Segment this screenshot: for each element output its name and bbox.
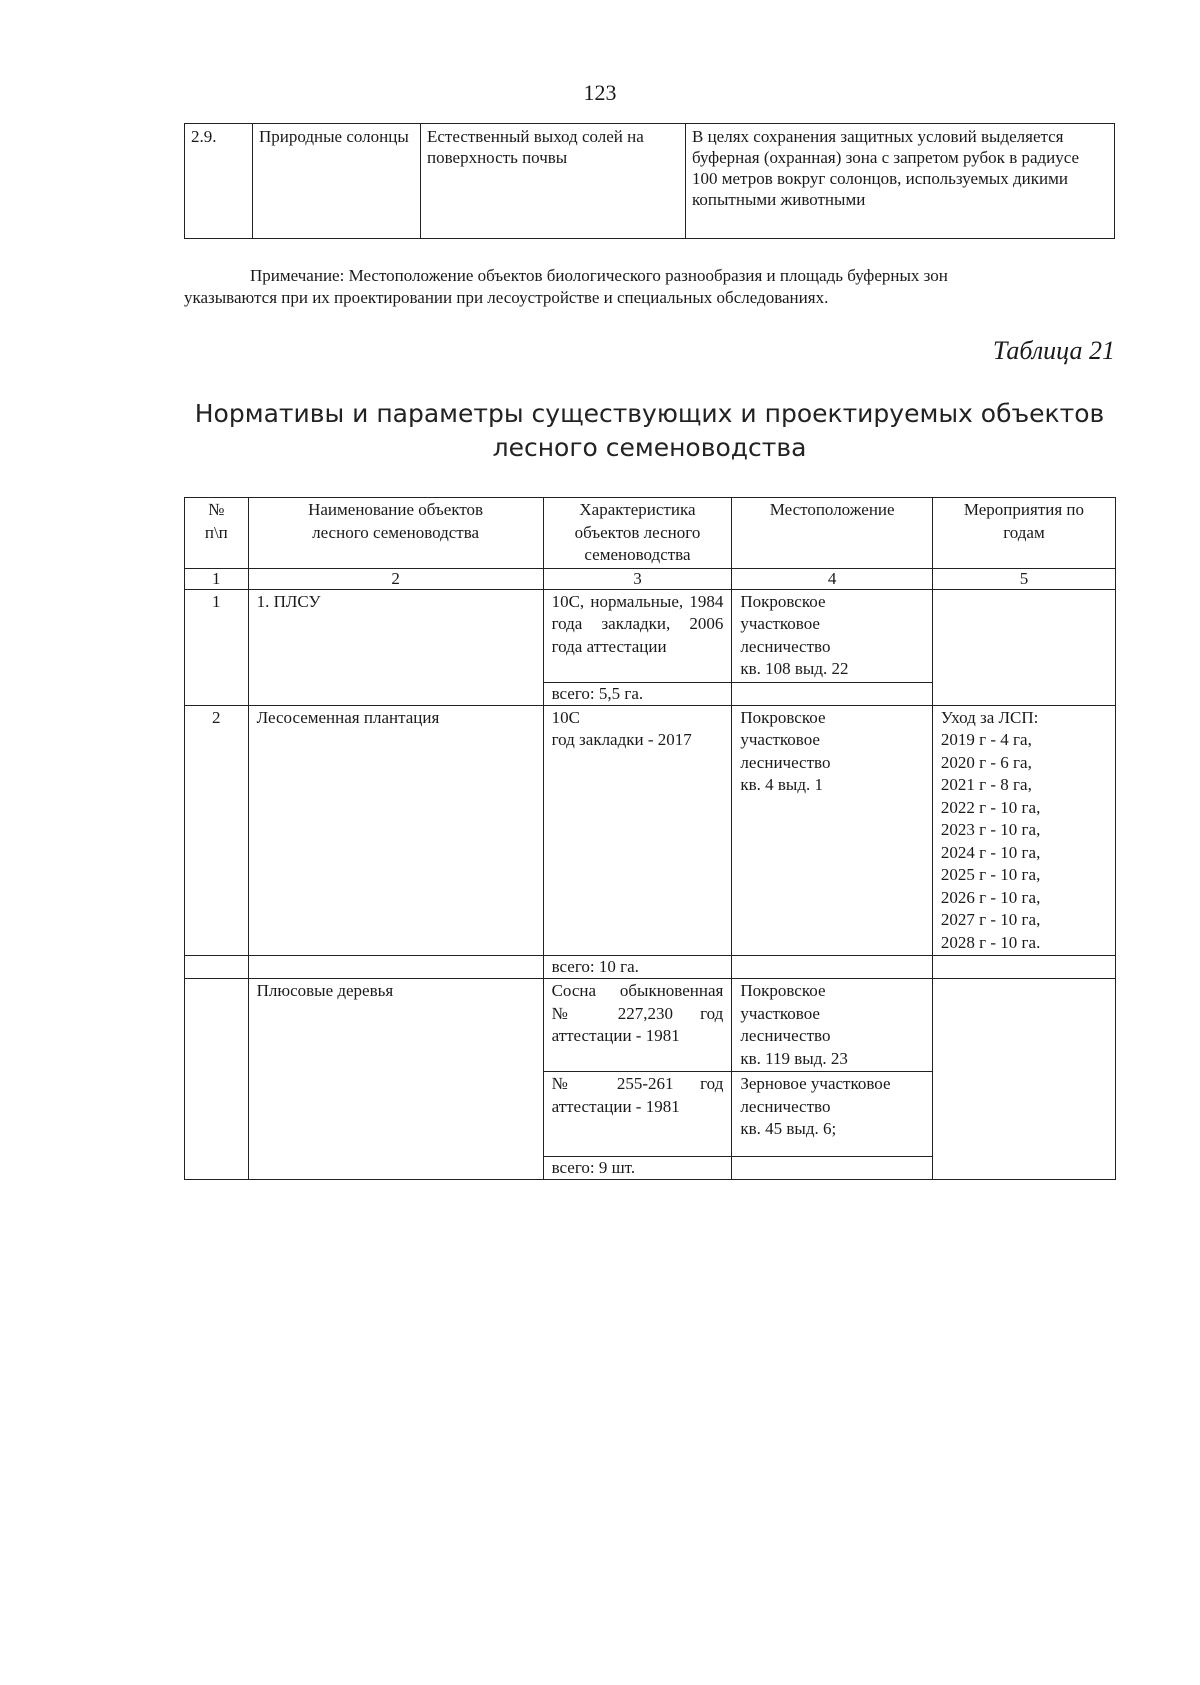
table-title-line-2: лесного семеноводства [492,433,807,462]
page-number: 123 [583,80,617,105]
object-location: Покровское участковое лесничество кв. 119 выд. 23 [732,979,933,1072]
biodiversity-table-continuation [184,123,1115,239]
table-header-row [185,498,1116,569]
object-name: Плюсовые деревья [248,979,543,1180]
object-measures: Уход за ЛСП: 2019 г - 4 га, 2020 г - 6 га, 2021 г - 8 га, 2022 г - 10 га, 2023 г - 10 га, 2024 г - 10 га, 2025 г - 10 га, 2026 г - 10 га, 2027 г - 10 га, 2028 г - 10 га. [932,705,1115,956]
table-title-line-1: Нормативы и параметры существующих и проектируемых объектов [194,399,1105,428]
object-measures [932,979,1115,1180]
total-value: всего: 10 га. [543,956,732,979]
object-name: 1. ПЛСУ [248,589,543,705]
row-number: 1 [185,589,249,705]
object-characteristic: Сосна обыкновенная № 227,230 год аттестации - 1981 [543,979,732,1072]
object-characteristic: 10С год закладки - 2017 [543,705,732,956]
table-caption: Таблица 21 [992,336,1115,365]
table-row [185,124,1115,239]
table-row [185,979,1116,1072]
empty-cell [185,956,249,979]
object-characteristic: 10С, нормальные, 1984 года закладки, 2006 года аттестации [543,589,732,682]
table-row [185,705,1116,956]
row-number: 2.9. [185,124,253,239]
column-number: 4 [732,568,933,589]
empty-cell [732,1157,933,1180]
header-name: Наименование объектов лесного семеноводства [248,498,543,569]
object-description: Естественный выход солей на поверхность почвы [421,124,686,239]
empty-cell [732,956,933,979]
header-measures: Мероприятия по годам [932,498,1115,569]
object-characteristic: № 255-261 год аттестации - 1981 [543,1072,732,1157]
note-paragraph [184,265,1115,309]
row-number: 2 [185,705,249,956]
object-location: Зерновое участковое лесничество кв. 45 выд. 6; [732,1072,933,1157]
table-row [185,589,1116,682]
empty-cell [248,956,543,979]
total-value: всего: 9 шт. [543,1157,732,1180]
note-line-1: Примечание: Местоположение объектов биологического разнообразия и площадь буферных зон [250,266,948,285]
object-name: Природные солонцы [253,124,421,239]
header-location: Местоположение [732,498,933,569]
note-line-2: указываются при их проектировании при лесоустройстве и специальных обследованиях. [184,288,829,307]
object-name: Лесосеменная плантация [248,705,543,956]
seed-objects-table [184,497,1116,1180]
empty-cell [732,682,933,705]
empty-cell [932,956,1115,979]
object-measures: В целях сохранения защитных условий выделяется буферная (охранная) зона с запретом рубок в радиусе 100 метров вокруг солонцов, используемых дикими копытными животными [686,124,1115,239]
column-number-row [185,568,1116,589]
header-num: № п\п [185,498,249,569]
column-number: 2 [248,568,543,589]
object-measures [932,589,1115,705]
total-value: всего: 5,5 га. [543,682,732,705]
row-number [185,979,249,1180]
object-location: Покровское участковое лесничество кв. 4 выд. 1 [732,705,933,956]
header-characteristic: Характеристика объектов лесного семеноводства [543,498,732,569]
table-title [184,397,1115,465]
total-row [185,956,1116,979]
object-location: Покровское участковое лесничество кв. 108 выд. 22 [732,589,933,682]
column-number: 5 [932,568,1115,589]
column-number: 3 [543,568,732,589]
column-number: 1 [185,568,249,589]
